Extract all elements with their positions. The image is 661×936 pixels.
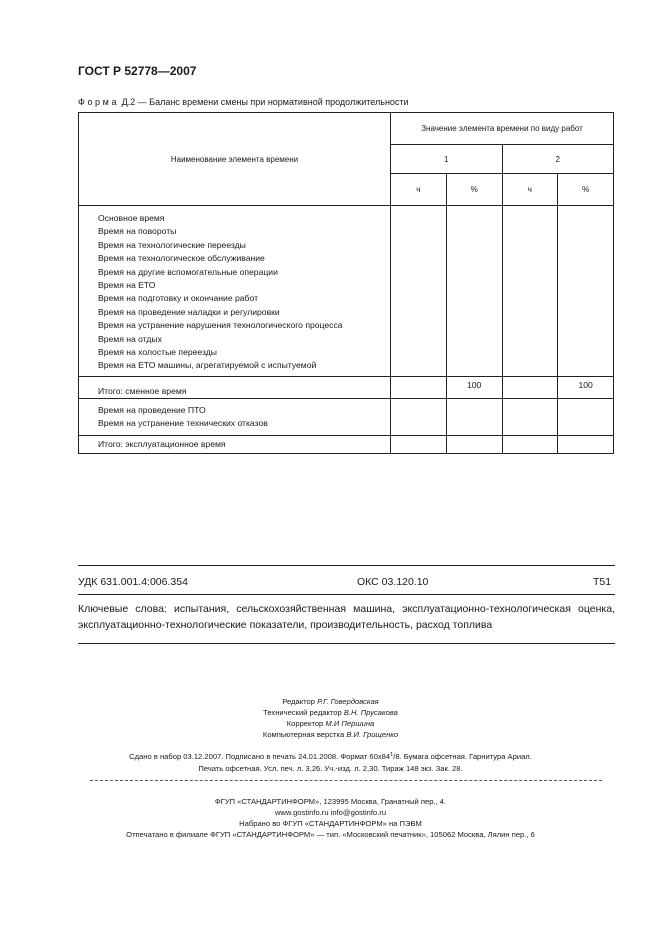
imprint-text: . Бумага офсетная. Гарнитура Ариал.	[399, 752, 532, 761]
shift-item: Время на технологические переезды	[98, 239, 246, 250]
credit-person: М.И Першина	[325, 719, 375, 728]
shift-item: Время на другие вспомогательные операции	[98, 266, 278, 277]
imprint-text: Сдано в набор 03.12.2007. Подписано в печать 24.01.2008. Формат 60х84	[129, 752, 391, 761]
header-work-type: 2	[502, 145, 614, 174]
value-cell	[558, 206, 614, 377]
header-unit: %	[446, 174, 502, 206]
divider	[78, 565, 615, 566]
shift-item: Основное время	[98, 213, 165, 223]
operational-total-row	[79, 435, 614, 453]
value-cell: 100	[558, 376, 614, 398]
document-standard-number: ГОСТ Р 52778—2007	[78, 64, 197, 78]
publisher-line: Набрано во ФГУП «СТАНДАРТИНФОРМ» на ПЭВМ	[239, 819, 422, 828]
credit-person: В.Н. Прусакова	[343, 708, 398, 717]
publisher-line: ФГУП «СТАНДАРТИНФОРМ», 123995 Москва, Гранатный пер., 4.	[214, 797, 447, 806]
value-cell	[558, 398, 614, 435]
value-cell	[446, 398, 502, 435]
credit-label: Редактор	[282, 697, 315, 706]
value-cell	[391, 206, 447, 377]
credit-person: В.И. Грищенко	[346, 730, 399, 739]
header-value: Значение элемента времени по виду работ	[391, 113, 614, 145]
value-cell	[391, 398, 447, 435]
time-balance-table	[78, 112, 614, 454]
publisher-line: www.gostinfo.ru info@gostinfo.ru	[274, 808, 387, 817]
credit-layout	[0, 730, 661, 739]
operational-item: Время на устранение технических отказов	[98, 418, 268, 429]
shift-items-cell	[79, 206, 391, 377]
shift-item: Время на подготовку и окончание работ	[98, 293, 258, 304]
operational-items-row	[79, 398, 614, 435]
shift-item: Время на повороты	[98, 226, 177, 237]
credit-proofreader	[0, 719, 661, 728]
publisher-line: Отпечатано в филиале ФГУП «СТАНДАРТИНФОРМ» — тип. «Московский печатник», 105062 Москва, Лялин пер., 6	[126, 830, 535, 839]
operational-items-cell	[79, 398, 391, 435]
credit-editor	[0, 697, 661, 706]
value-cell	[558, 435, 614, 453]
format-fraction: /8	[393, 752, 400, 761]
credit-label: Технический редактор	[263, 708, 342, 717]
header-element-name: Наименование элемента времени	[79, 113, 391, 206]
value-cell	[446, 435, 502, 453]
header-unit: ч	[391, 174, 447, 206]
credit-person: Р.Г. Говердовская	[317, 697, 379, 706]
udk-code: УДК 631.001.4:006.354	[78, 576, 188, 588]
form-caption	[78, 97, 409, 107]
shift-items-row	[79, 206, 614, 377]
form-title: Д.2 — Баланс времени смены при нормативной продолжительности	[121, 97, 409, 107]
value-cell	[446, 206, 502, 377]
divider	[90, 780, 602, 781]
header-unit: ч	[502, 174, 558, 206]
shift-item: Время на ЕТО машины, агрегатируемой с испытуемой	[98, 360, 317, 371]
value-cell	[502, 435, 558, 453]
operational-total-label: Итого: эксплуатационное время	[79, 435, 391, 453]
credit-label: Компьютерная верстка	[262, 730, 345, 739]
credit-tech-editor	[0, 708, 661, 717]
shift-item: Время на холостые переезды	[98, 347, 217, 358]
value-cell	[391, 435, 447, 453]
form-label: Форма	[78, 97, 120, 107]
value-cell	[502, 376, 558, 398]
imprint-line: Печать офсетная. Усл. печ. л. 3,26. Уч.-изд. л. 2,30. Тираж 148 экз. Зак. 28.	[198, 764, 463, 773]
value-cell	[391, 376, 447, 398]
shift-total-label: Итого: сменное время	[79, 376, 391, 398]
format-superscript: 1	[390, 752, 394, 758]
keywords: Ключевые слова: испытания, сельскохозяйственная машина, эксплуатационно-технологическая оценка, эксплуатационно-технологические показатели, производительность, расход топлива	[78, 603, 615, 631]
shift-item: Время на проведение наладки и регулировки	[98, 306, 280, 317]
imprint-line	[0, 752, 661, 761]
value-cell	[502, 398, 558, 435]
header-work-type: 1	[391, 145, 503, 174]
divider	[78, 594, 615, 595]
classification-code: Т51	[593, 576, 612, 588]
shift-total-row	[79, 376, 614, 398]
shift-item: Время на технологическое обслуживание	[98, 253, 265, 264]
credit-label: Корректор	[286, 719, 324, 728]
shift-item: Время на устранение нарушения технологического процесса	[98, 320, 343, 331]
operational-item: Время на проведение ПТО	[98, 404, 206, 415]
value-cell: 100	[446, 376, 502, 398]
shift-item: Время на ЕТО	[98, 280, 156, 291]
shift-item: Время на отдых	[98, 333, 162, 344]
divider	[78, 643, 615, 644]
oks-code: ОКС 03.120.10	[357, 576, 429, 588]
header-unit: %	[558, 174, 614, 206]
value-cell	[502, 206, 558, 377]
